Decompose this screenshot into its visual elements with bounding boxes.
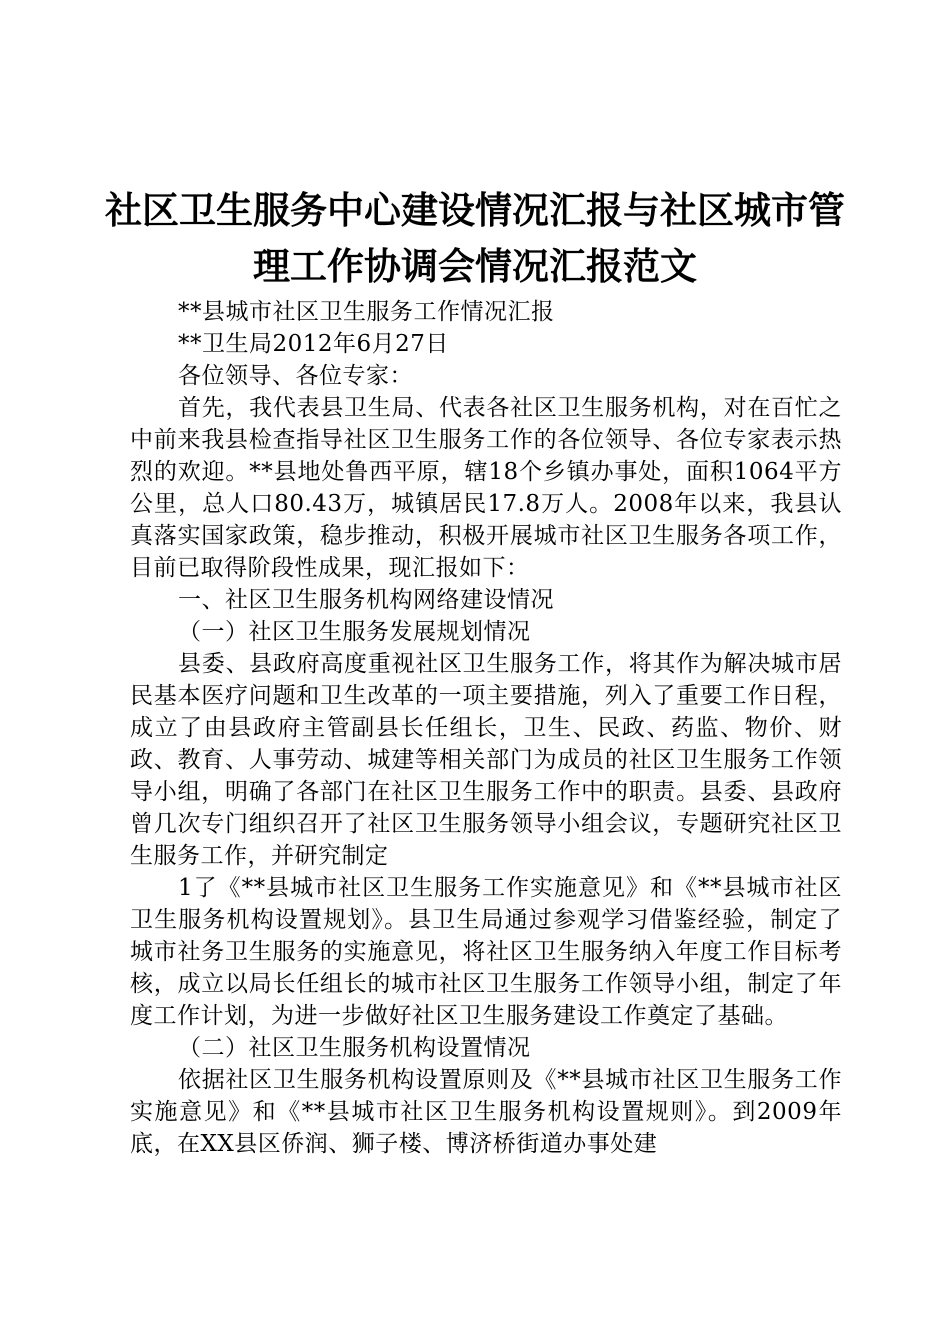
paragraph-setup: 依据社区卫生服务机构设置原则及《**县城市社区卫生服务工作实施意见》和《**县城市社区卫生服务机构设置规则》。到2009年底，在XX县区侨润、狮子楼、博济桥街道办事处建 [130, 1067, 842, 1157]
report-heading: **县城市社区卫生服务工作情况汇报 [178, 299, 555, 325]
paragraph-planning: 县委、县政府高度重视社区卫生服务工作，将其作为解决城市居民基本医疗问题和卫生改革的一项主要措施，列入了重要工作日程，成立了由县政府主管副县长任组长，卫生、民政、药监、物价、财政、教育、人事劳动、城建等相关部门为成员的社区卫生服务工作领导小组，明确了各部门在社区卫生服务工作中的职责。县委、县政府曾几次专门组织召开了社区卫生服务领导小组会议，专题研究社区卫生服务工作，并研究制定 [130, 651, 842, 869]
salutation: 各位领导、各位专家： [178, 363, 413, 389]
paragraph-planning-continued: 1了《**县城市社区卫生服务工作实施意见》和《**县城市社区卫生服务机构设置规划》。县卫生局通过参观学习借鉴经验，制定了城市社务卫生服务的实施意见，将社区卫生服务纳入年度工作目标考核，成立以局长任组长的城市社区卫生服务工作领导小组，制定了年度工作计划，为进一步做好社区卫生服务建设工作奠定了基础。 [130, 875, 842, 1029]
paragraph-intro: 首先，我代表县卫生局、代表各社区卫生服务机构，对在百忙之中前来我县检查指导社区卫生服务工作的各位领导、各位专家表示热烈的欢迎。**县地处鲁西平原，辖18个乡镇办事处，面积1064平方公里，总人口80.43万，城镇居民17.8万人。2008年以来，我县认真落实国家政策，稳步推动，积极开展城市社区卫生服务各项工作，目前已取得阶段性成果，现汇报如下： [130, 395, 842, 581]
subsection-heading-1: （一）社区卫生服务发展规划情况 [178, 619, 531, 645]
document-body [130, 296, 842, 1160]
document-title-line-1: 社区卫生服务中心建设情况汇报与社区城市管 [105, 188, 845, 232]
report-issuer-date: **卫生局2012年6月27日 [178, 331, 449, 357]
subsection-heading-2: （二）社区卫生服务机构设置情况 [178, 1035, 531, 1061]
section-heading-1: 一、社区卫生服务机构网络建设情况 [178, 587, 554, 613]
document-title-line-2: 理工作协调会情况汇报范文 [253, 244, 697, 288]
